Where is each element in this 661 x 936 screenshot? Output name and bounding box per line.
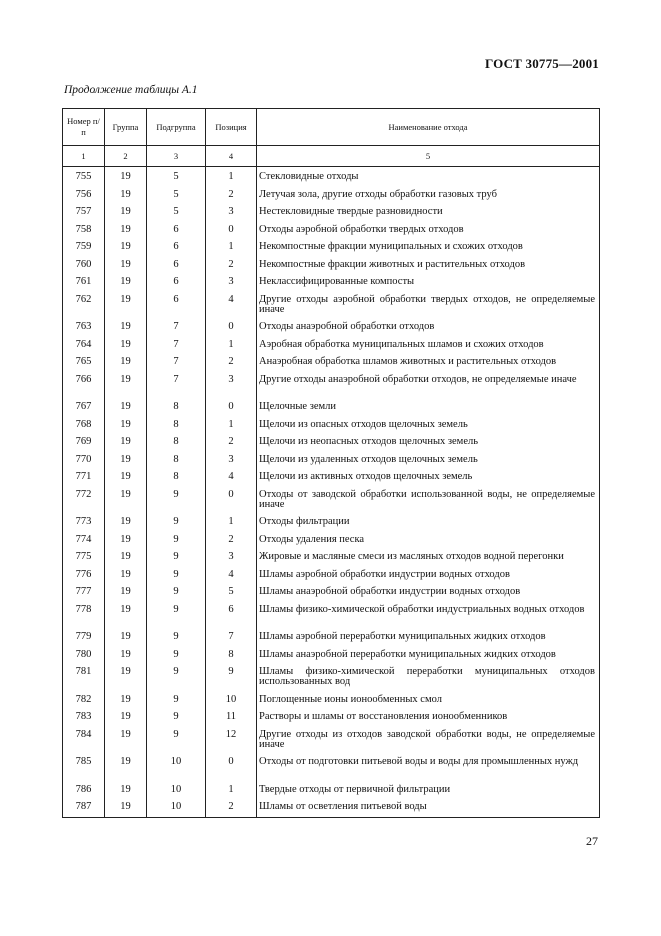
row-position: 1 (206, 337, 257, 355)
row-position: 4 (206, 567, 257, 585)
table-row (63, 337, 600, 355)
column-number: 1 (63, 146, 105, 167)
waste-name-text: Твердые отходы от первичной фильтрации (259, 783, 451, 795)
row-number: 774 (63, 532, 105, 550)
col-header-num: Номер п/п (63, 109, 105, 146)
table-row (63, 372, 600, 400)
table-row (63, 434, 600, 452)
row-subgroup: 9 (147, 514, 206, 532)
row-waste-name (257, 664, 600, 692)
row-position: 3 (206, 204, 257, 222)
document-code: ГОСТ 30775—2001 (484, 56, 599, 71)
row-waste-name (257, 709, 600, 727)
table-row (63, 709, 600, 727)
row-number: 769 (63, 434, 105, 452)
table-row (63, 567, 600, 585)
table-row (63, 647, 600, 665)
row-position: 11 (206, 709, 257, 727)
row-subgroup: 9 (147, 664, 206, 692)
row-position: 0 (206, 222, 257, 240)
waste-name-text: Жировые и масляные смеси из масляных отходов водной перегонки (259, 551, 564, 562)
row-position: 12 (206, 727, 257, 755)
row-number: 785 (63, 754, 105, 782)
row-position: 5 (206, 584, 257, 602)
row-position: 4 (206, 469, 257, 487)
row-position: 3 (206, 372, 257, 400)
table-row (63, 204, 600, 222)
table-row (63, 167, 600, 187)
column-number: 4 (206, 146, 257, 167)
waste-name-text: Отходы фильтрации (259, 516, 350, 527)
row-subgroup: 5 (147, 187, 206, 205)
row-waste-name (257, 187, 600, 205)
table-row (63, 664, 600, 692)
row-number: 767 (63, 399, 105, 417)
table-row (63, 452, 600, 470)
row-waste-name (257, 239, 600, 257)
table-row (63, 584, 600, 602)
row-waste-name (257, 727, 600, 755)
row-waste-name (257, 167, 600, 187)
row-waste-name (257, 549, 600, 567)
col-header-group: Группа (105, 109, 147, 146)
waste-name-text: Щелочи из удаленных отходов щелочных земель (259, 453, 478, 465)
row-subgroup: 9 (147, 532, 206, 550)
row-subgroup: 9 (147, 692, 206, 710)
row-position: 1 (206, 514, 257, 532)
row-number: 782 (63, 692, 105, 710)
table-row (63, 532, 600, 550)
waste-name-text: Щелочи из активных отходов щелочных земель (259, 471, 473, 482)
row-position: 1 (206, 239, 257, 257)
row-subgroup: 10 (147, 782, 206, 800)
waste-name-text: Анаэробная обработка шламов животных и растительных отходов (259, 356, 557, 367)
row-subgroup: 6 (147, 239, 206, 257)
table-caption: Продолжение таблицы А.1 (64, 84, 198, 96)
waste-name-text: Щелочи из неопасных отходов щелочных земель (259, 436, 479, 447)
table-header-row (63, 109, 600, 146)
row-subgroup: 8 (147, 434, 206, 452)
row-number: 775 (63, 549, 105, 567)
waste-name-text: Отходы аэробной обработки твердых отходов (259, 223, 464, 235)
row-waste-name (257, 319, 600, 337)
waste-name-text: Другие отходы аэробной обработки твердых отходов, не определяемые иначе (259, 293, 595, 315)
table-row (63, 319, 600, 337)
waste-name-text: Шламы анаэробной обработки индустрии водных отходов (259, 586, 521, 597)
table-row (63, 257, 600, 275)
row-position: 2 (206, 257, 257, 275)
waste-name-text: Летучая зола, другие отходы обработки газовых труб (259, 188, 497, 200)
row-group: 19 (105, 664, 147, 692)
waste-name-text: Шламы физико-химической переработки муниципальных отходов использованных вод (259, 666, 595, 687)
row-group: 19 (105, 602, 147, 630)
row-waste-name (257, 292, 600, 320)
row-position: 3 (206, 549, 257, 567)
row-waste-name (257, 584, 600, 602)
row-waste-name (257, 337, 600, 355)
row-waste-name (257, 354, 600, 372)
row-group: 19 (105, 692, 147, 710)
row-number: 783 (63, 709, 105, 727)
row-group: 19 (105, 239, 147, 257)
waste-name-text: Шламы аэробной переработки муниципальных жидких отходов (259, 631, 546, 642)
table-row (63, 187, 600, 205)
row-group: 19 (105, 469, 147, 487)
table-row (63, 754, 600, 782)
waste-name-text: Щелочи из опасных отходов щелочных земель (259, 418, 468, 430)
waste-name-text: Другие отходы анаэробной обработки отходов, не определяемые иначе (259, 373, 577, 385)
row-waste-name (257, 799, 600, 817)
row-group: 19 (105, 567, 147, 585)
table-row (63, 417, 600, 435)
row-position: 0 (206, 487, 257, 515)
waste-name-text: Аэробная обработка муниципальных шламов и схожих отходов (259, 338, 544, 350)
row-number: 773 (63, 514, 105, 532)
row-group: 19 (105, 399, 147, 417)
table-row (63, 469, 600, 487)
row-group: 19 (105, 337, 147, 355)
row-waste-name (257, 372, 600, 400)
row-number: 780 (63, 647, 105, 665)
column-number: 5 (257, 146, 600, 167)
row-position: 2 (206, 354, 257, 372)
waste-name-text: Отходы удаления песка (259, 533, 365, 545)
page-number: 27 (586, 834, 598, 848)
row-group: 19 (105, 274, 147, 292)
column-number-row (63, 146, 600, 167)
row-waste-name (257, 274, 600, 292)
table-row (63, 274, 600, 292)
row-waste-name (257, 782, 600, 800)
waste-name-text: Шламы анаэробной переработки муниципальных жидких отходов (259, 648, 556, 660)
row-group: 19 (105, 257, 147, 275)
row-number: 771 (63, 469, 105, 487)
row-subgroup: 9 (147, 727, 206, 755)
row-group: 19 (105, 799, 147, 817)
row-group: 19 (105, 514, 147, 532)
waste-name-text: Отходы от заводской обработки использованной воды, не определяемые иначе (259, 488, 595, 510)
table-row (63, 354, 600, 372)
waste-name-text: Отходы анаэробной обработки отходов (259, 321, 435, 332)
row-group: 19 (105, 584, 147, 602)
row-subgroup: 7 (147, 372, 206, 400)
row-group: 19 (105, 782, 147, 800)
table-row (63, 239, 600, 257)
row-number: 787 (63, 799, 105, 817)
row-position: 9 (206, 664, 257, 692)
row-number: 766 (63, 372, 105, 400)
row-number: 778 (63, 602, 105, 630)
row-waste-name (257, 692, 600, 710)
waste-name-text: Другие отходы из отходов заводской обработки воды, не определяемые иначе (259, 728, 595, 750)
row-subgroup: 7 (147, 337, 206, 355)
row-number: 777 (63, 584, 105, 602)
row-subgroup: 6 (147, 274, 206, 292)
row-waste-name (257, 567, 600, 585)
row-number: 756 (63, 187, 105, 205)
table-row (63, 514, 600, 532)
table-row (63, 222, 600, 240)
row-subgroup: 8 (147, 469, 206, 487)
row-group: 19 (105, 727, 147, 755)
row-subgroup: 6 (147, 257, 206, 275)
row-group: 19 (105, 434, 147, 452)
row-group: 19 (105, 167, 147, 187)
row-position: 8 (206, 647, 257, 665)
row-number: 758 (63, 222, 105, 240)
row-waste-name (257, 514, 600, 532)
row-group: 19 (105, 319, 147, 337)
row-group: 19 (105, 629, 147, 647)
row-subgroup: 7 (147, 354, 206, 372)
row-position: 1 (206, 167, 257, 187)
waste-name-text: Шламы аэробной обработки индустрии водных отходов (259, 568, 510, 580)
row-number: 761 (63, 274, 105, 292)
waste-name-text: Нестекловидные твердые разновидности (259, 206, 443, 217)
waste-name-text: Неклассифицированные компосты (259, 276, 415, 287)
waste-name-text: Щелочные земли (259, 401, 337, 412)
row-number: 784 (63, 727, 105, 755)
row-waste-name (257, 434, 600, 452)
row-position: 6 (206, 602, 257, 630)
row-subgroup: 8 (147, 399, 206, 417)
row-waste-name (257, 629, 600, 647)
row-subgroup: 9 (147, 584, 206, 602)
row-subgroup: 8 (147, 452, 206, 470)
row-number: 755 (63, 167, 105, 187)
column-number: 3 (147, 146, 206, 167)
row-number: 765 (63, 354, 105, 372)
row-subgroup: 7 (147, 319, 206, 337)
row-subgroup: 9 (147, 647, 206, 665)
table-row (63, 727, 600, 755)
col-header-name: Наименование отхода (257, 109, 600, 146)
row-group: 19 (105, 187, 147, 205)
row-group: 19 (105, 452, 147, 470)
row-group: 19 (105, 222, 147, 240)
row-subgroup: 10 (147, 754, 206, 782)
table-row (63, 692, 600, 710)
row-group: 19 (105, 532, 147, 550)
row-number: 779 (63, 629, 105, 647)
row-position: 7 (206, 629, 257, 647)
row-waste-name (257, 532, 600, 550)
row-waste-name (257, 399, 600, 417)
waste-name-text: Растворы и шламы от восстановления ионообменников (259, 711, 508, 722)
row-waste-name (257, 487, 600, 515)
row-waste-name (257, 257, 600, 275)
row-subgroup: 6 (147, 292, 206, 320)
row-waste-name (257, 602, 600, 630)
row-waste-name (257, 452, 600, 470)
row-subgroup: 5 (147, 204, 206, 222)
row-subgroup: 5 (147, 167, 206, 187)
row-group: 19 (105, 647, 147, 665)
row-position: 2 (206, 434, 257, 452)
row-number: 772 (63, 487, 105, 515)
row-subgroup: 9 (147, 629, 206, 647)
table-row (63, 292, 600, 320)
waste-name-text: Некомпостные фракции животных и растительных отходов (259, 258, 526, 270)
waste-name-text: Отходы от подготовки питьевой воды и воды для промышленных нужд (259, 756, 579, 767)
row-position: 1 (206, 782, 257, 800)
row-waste-name (257, 222, 600, 240)
row-subgroup: 9 (147, 567, 206, 585)
table-row (63, 602, 600, 630)
row-subgroup: 9 (147, 602, 206, 630)
row-number: 781 (63, 664, 105, 692)
row-subgroup: 10 (147, 799, 206, 817)
row-group: 19 (105, 204, 147, 222)
column-number: 2 (105, 146, 147, 167)
row-number: 764 (63, 337, 105, 355)
table-row (63, 399, 600, 417)
row-group: 19 (105, 354, 147, 372)
row-waste-name (257, 647, 600, 665)
row-waste-name (257, 204, 600, 222)
row-position: 0 (206, 319, 257, 337)
row-position: 3 (206, 274, 257, 292)
row-subgroup: 9 (147, 487, 206, 515)
row-subgroup: 6 (147, 222, 206, 240)
table-row (63, 782, 600, 800)
row-group: 19 (105, 754, 147, 782)
row-position: 0 (206, 754, 257, 782)
row-number: 762 (63, 292, 105, 320)
row-group: 19 (105, 709, 147, 727)
row-group: 19 (105, 417, 147, 435)
table-row (63, 549, 600, 567)
row-position: 2 (206, 187, 257, 205)
row-number: 763 (63, 319, 105, 337)
row-position: 0 (206, 399, 257, 417)
row-subgroup: 9 (147, 709, 206, 727)
row-position: 1 (206, 417, 257, 435)
row-number: 760 (63, 257, 105, 275)
waste-name-text: Некомпостные фракции муниципальных и схожих отходов (259, 241, 523, 252)
row-subgroup: 8 (147, 417, 206, 435)
row-number: 786 (63, 782, 105, 800)
waste-name-text: Стекловидные отходы (259, 171, 359, 182)
table-row (63, 487, 600, 515)
waste-name-text: Шламы физико-химической обработки индустриальных водных отходов (259, 603, 585, 615)
row-group: 19 (105, 549, 147, 567)
row-subgroup: 9 (147, 549, 206, 567)
row-number: 759 (63, 239, 105, 257)
row-number: 757 (63, 204, 105, 222)
row-position: 2 (206, 799, 257, 817)
row-group: 19 (105, 292, 147, 320)
row-position: 10 (206, 692, 257, 710)
waste-name-text: Шламы от осветления питьевой воды (259, 801, 427, 812)
row-position: 2 (206, 532, 257, 550)
table-row (63, 629, 600, 647)
row-number: 770 (63, 452, 105, 470)
row-group: 19 (105, 487, 147, 515)
table-row (63, 799, 600, 817)
table-body (63, 167, 600, 818)
row-waste-name (257, 754, 600, 782)
col-header-subgroup: Подгруппа (147, 109, 206, 146)
row-group: 19 (105, 372, 147, 400)
col-header-position: Позиция (206, 109, 257, 146)
row-waste-name (257, 417, 600, 435)
waste-name-text: Поглощенные ионы ионообменных смол (259, 693, 442, 705)
row-waste-name (257, 469, 600, 487)
row-position: 4 (206, 292, 257, 320)
row-number: 768 (63, 417, 105, 435)
row-number: 776 (63, 567, 105, 585)
waste-table (62, 108, 599, 818)
row-position: 3 (206, 452, 257, 470)
